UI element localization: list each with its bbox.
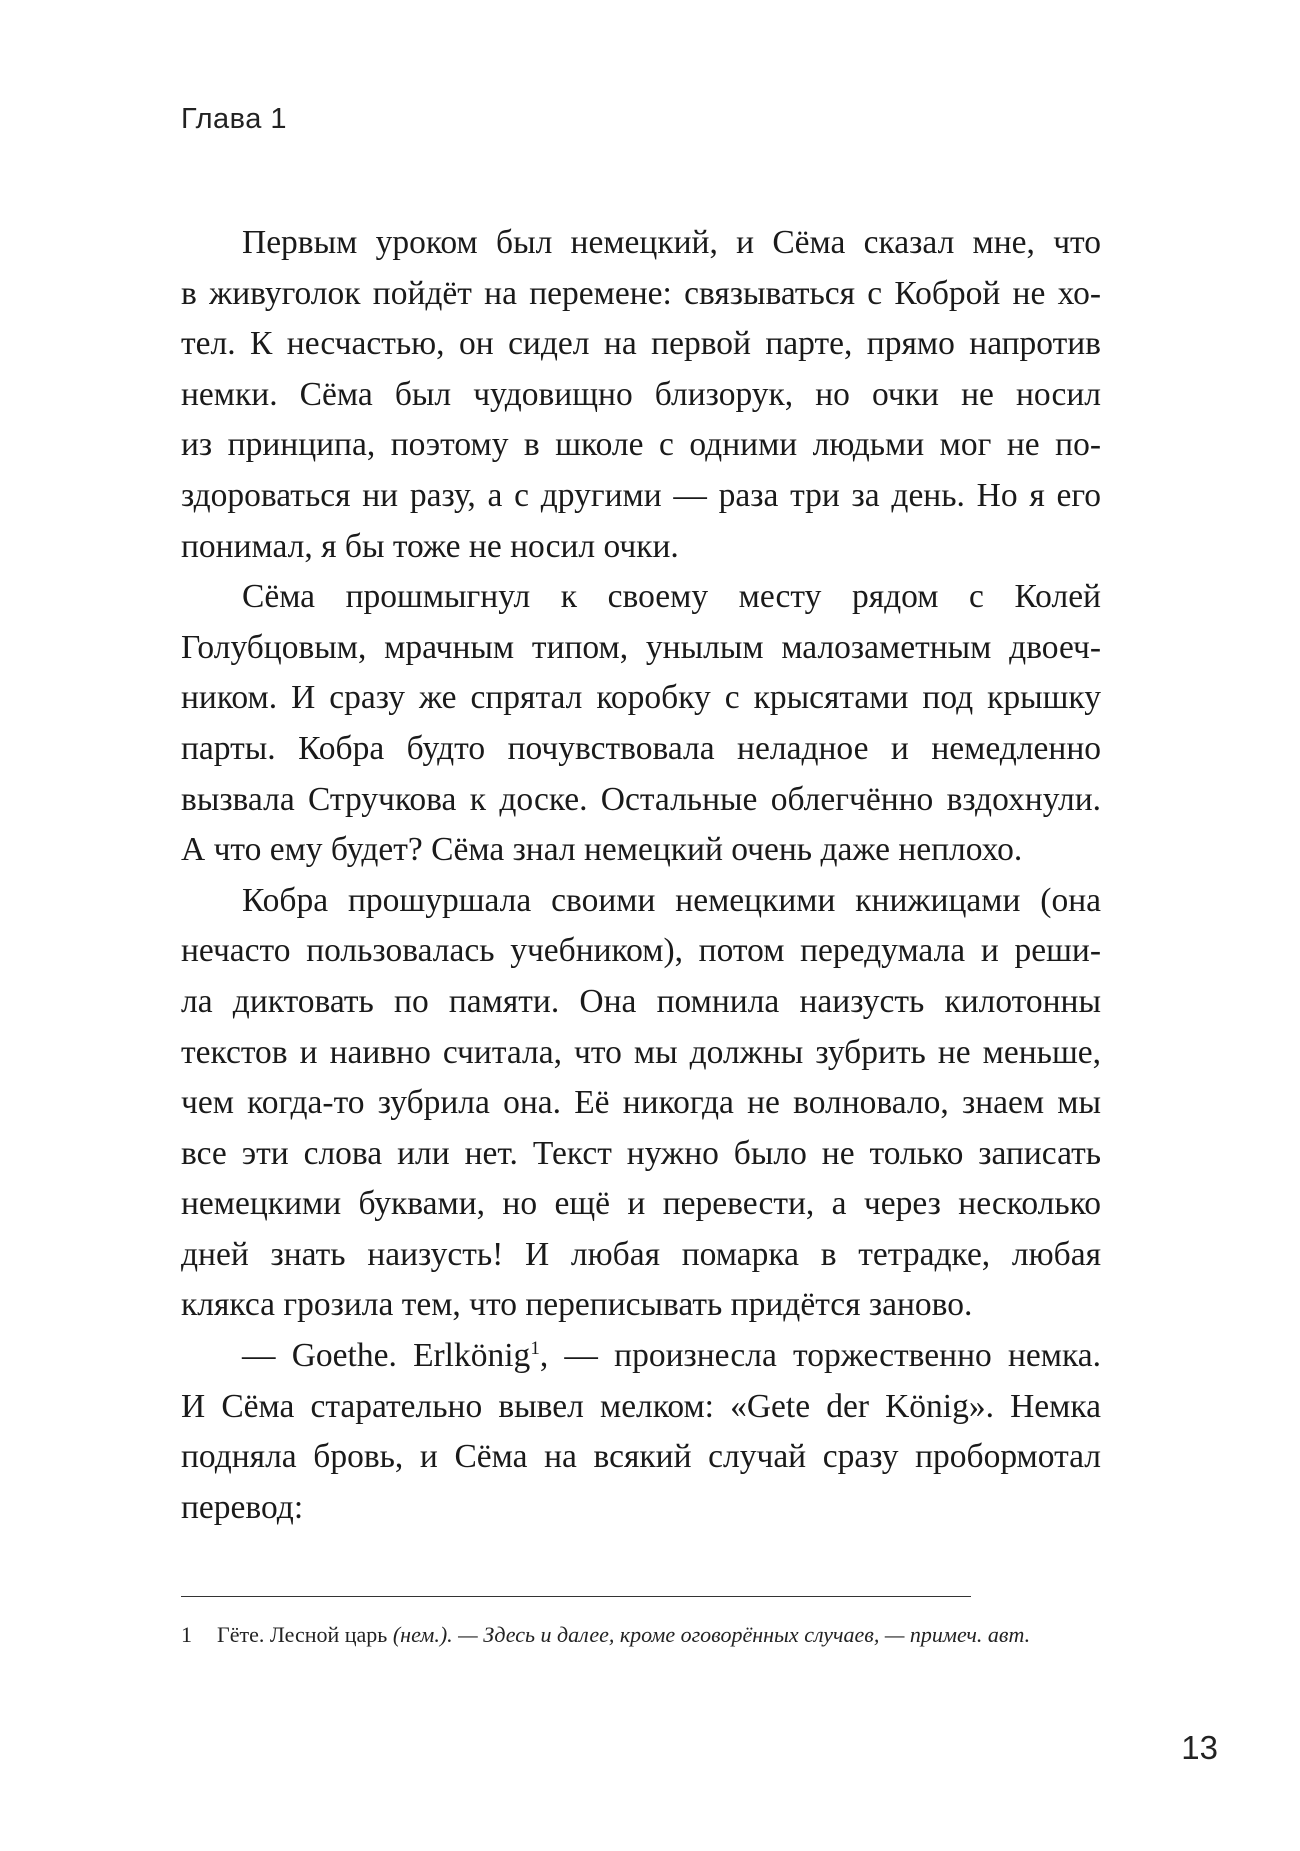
text-line: здороваться ни разу, а с другими — раза три за день. Но я его: [181, 476, 1101, 514]
text-line: Голубцовым, мрачным типом, унылым малозаметным двоеч-: [181, 628, 1101, 666]
footnote-text: Гёте. Лесной царь: [217, 1622, 388, 1647]
text-line: Первым уроком был немецкий, и Сёма сказал мне, что: [242, 224, 1101, 261]
text-line: дней знать наизусть! И любая помарка в тетрадке, любая: [181, 1235, 1101, 1273]
paragraph-2: [181, 572, 1101, 876]
page-number: 13: [1181, 1729, 1218, 1766]
text-line: в живуголок пойдёт на перемене: связываться с Коброй не хо-: [181, 274, 1101, 312]
text-line: клякса грозила тем, что переписывать придётся заново.: [181, 1286, 973, 1324]
text-line: чем когда-то зубрила она. Её никогда не волновало, знаем мы: [181, 1084, 1101, 1122]
footnote: [181, 1622, 1030, 1648]
text-line: подняла бровь, и Сёма на всякий случай сразу пробормотал: [181, 1438, 1101, 1476]
dialogue-title: — Goethe. Erlkönig: [242, 1337, 531, 1375]
footnote-gloss: (нем.). — Здесь и далее, кроме оговорённых случаев, — примеч. авт.: [392, 1622, 1031, 1647]
dialogue-attribution: , — произнесла торжественно немка.: [539, 1337, 1101, 1375]
footnote-number: 1: [181, 1622, 192, 1647]
footnote-divider: [181, 1596, 971, 1597]
text-line: ла диктовать по памяти. Она помнила наизусть килотонны: [181, 982, 1101, 1020]
text-line: немецкими буквами, но ещё и перевести, а через несколько: [181, 1185, 1101, 1223]
text-line: И Сёма старательно вывел мелком: «Gete der König». Немка: [181, 1387, 1101, 1425]
text-line: А что ему будет? Сёма знал немецкий очень даже неплохо.: [181, 831, 1023, 869]
text-line: тел. К несчастью, он сидел на первой парте, прямо напротив: [181, 325, 1101, 363]
text-line: вызвала Стручкова к доске. Остальные облегчённо вздохнули.: [181, 780, 1101, 818]
text-line: текстов и наивно считала, что мы должны зубрить не меньше,: [181, 1033, 1101, 1071]
text-line: из принципа, поэтому в школе с одними людьми мог не по-: [181, 426, 1101, 464]
text-line: все эти слова или нет. Текст нужно было не только записать: [181, 1134, 1101, 1172]
text-line: понимал, я бы тоже не носил очки.: [181, 527, 679, 565]
text-line: Сёма прошмыгнул к своему месту рядом с Колей: [242, 578, 1101, 616]
text-line: ником. И сразу же спрятал коробку с крысятами под крышку: [181, 679, 1101, 717]
paragraph-4: [181, 1331, 1101, 1533]
text-line: парты. Кобра будто почувствовала неладное и немедленно: [181, 729, 1101, 767]
text-line: немки. Сёма был чудовищно близорук, но очки не носил: [181, 375, 1101, 413]
text-line: нечасто пользовалась учебником), потом передумала и реши-: [181, 932, 1101, 970]
paragraph-1: [181, 218, 1101, 572]
paragraph-3: [181, 876, 1101, 1331]
text-line: [181, 1331, 1101, 1382]
body-text: [181, 218, 1101, 1533]
running-head: Глава 1: [181, 103, 288, 135]
text-line: перевод:: [181, 1488, 304, 1526]
footnote-reference[interactable]: 1: [530, 1337, 540, 1359]
text-line: Кобра прошуршала своими немецкими книжицами (она: [242, 881, 1101, 919]
